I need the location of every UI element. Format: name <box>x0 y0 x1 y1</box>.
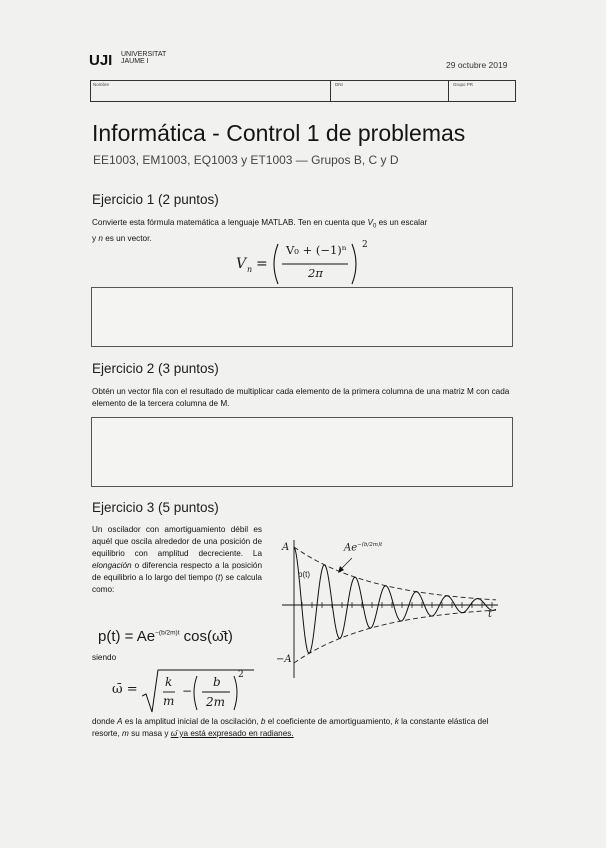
exercise-2-heading: Ejercicio 2 (3 puntos) <box>92 361 219 376</box>
plot-label-A: A <box>282 542 290 553</box>
name-field-label: Nombre <box>93 82 110 87</box>
exercise-2-statement: Obtén un vector fila con el resultado de multiplicar cada elemento de la primera columna de una matriz M con cada elemento de la tercera columna de M. <box>92 387 510 408</box>
student-info-fields <box>90 80 516 106</box>
exercise-1-statement: Convierte esta fórmula matemática a lenguaje MATLAB. Ten en cuenta que $V_0$ es un escalar y n es un vector. <box>92 218 428 243</box>
dni-field-label: DNI <box>335 82 343 87</box>
plot-canvas <box>272 528 508 688</box>
damped-oscillation-plot <box>272 528 508 688</box>
exercise-1-formula: V n = V₀ + (−1)ⁿ 2π 2 <box>236 240 386 286</box>
logo-line-2: JAUME I <box>121 58 149 65</box>
exercise-3-variables-description: donde A es la amplitud inicial de la oscilación, b el coeficiente de amortiguamiento, k la constante elástica del resorte, m su masa y ω̄ ya está expresado en radianes. <box>92 717 489 738</box>
page-subtitle: EE1003, EM1003, EQ1003 y ET1003 — Grupos B, C y D <box>93 153 399 167</box>
exercise-1-answer-box[interactable] <box>91 287 513 347</box>
exam-date: 29 octubre 2019 <box>446 60 508 70</box>
university-logo-mark: UJI <box>89 52 113 69</box>
plot-label-pt: p(t) <box>298 570 310 579</box>
angular-frequency-formula: ω̄ = k m − b 2m 2 <box>112 668 262 718</box>
plot-label-minus-A: −A <box>276 654 292 665</box>
university-logo-text <box>121 51 166 65</box>
exercise-3-statement: Un oscilador con amortiguamiento débil es aquél que oscila alrededor de una posición de equilibrio con amplitud decreciente. La elongación o diferencia respecto a la posición de equilibrio a lo largo del tiempo (t) se calcula como: <box>92 525 262 594</box>
plot-label-envelope: $Ae^{-(b/2m)t}$ <box>344 542 383 554</box>
lower-envelope <box>294 610 496 663</box>
exercise-3-heading: Ejercicio 3 (5 puntos) <box>92 500 219 515</box>
exercise-2-answer-box[interactable] <box>91 417 513 487</box>
plot-label-t: t <box>488 609 493 620</box>
upper-envelope <box>294 547 496 600</box>
exercise-1-heading: Ejercicio 1 (2 puntos) <box>92 192 219 207</box>
oscillation-formula: $p(t) = Ae^{-(b/2m)t}$ cos(ω̄t) <box>98 628 233 645</box>
siendo-label: siendo <box>92 653 117 662</box>
group-field-label: Grupo PR <box>453 82 474 87</box>
page-title: Informática - Control 1 de problemas <box>92 120 466 146</box>
logo-line-1: UNIVERSITAT <box>121 51 167 58</box>
oscillation-curve <box>294 547 496 653</box>
